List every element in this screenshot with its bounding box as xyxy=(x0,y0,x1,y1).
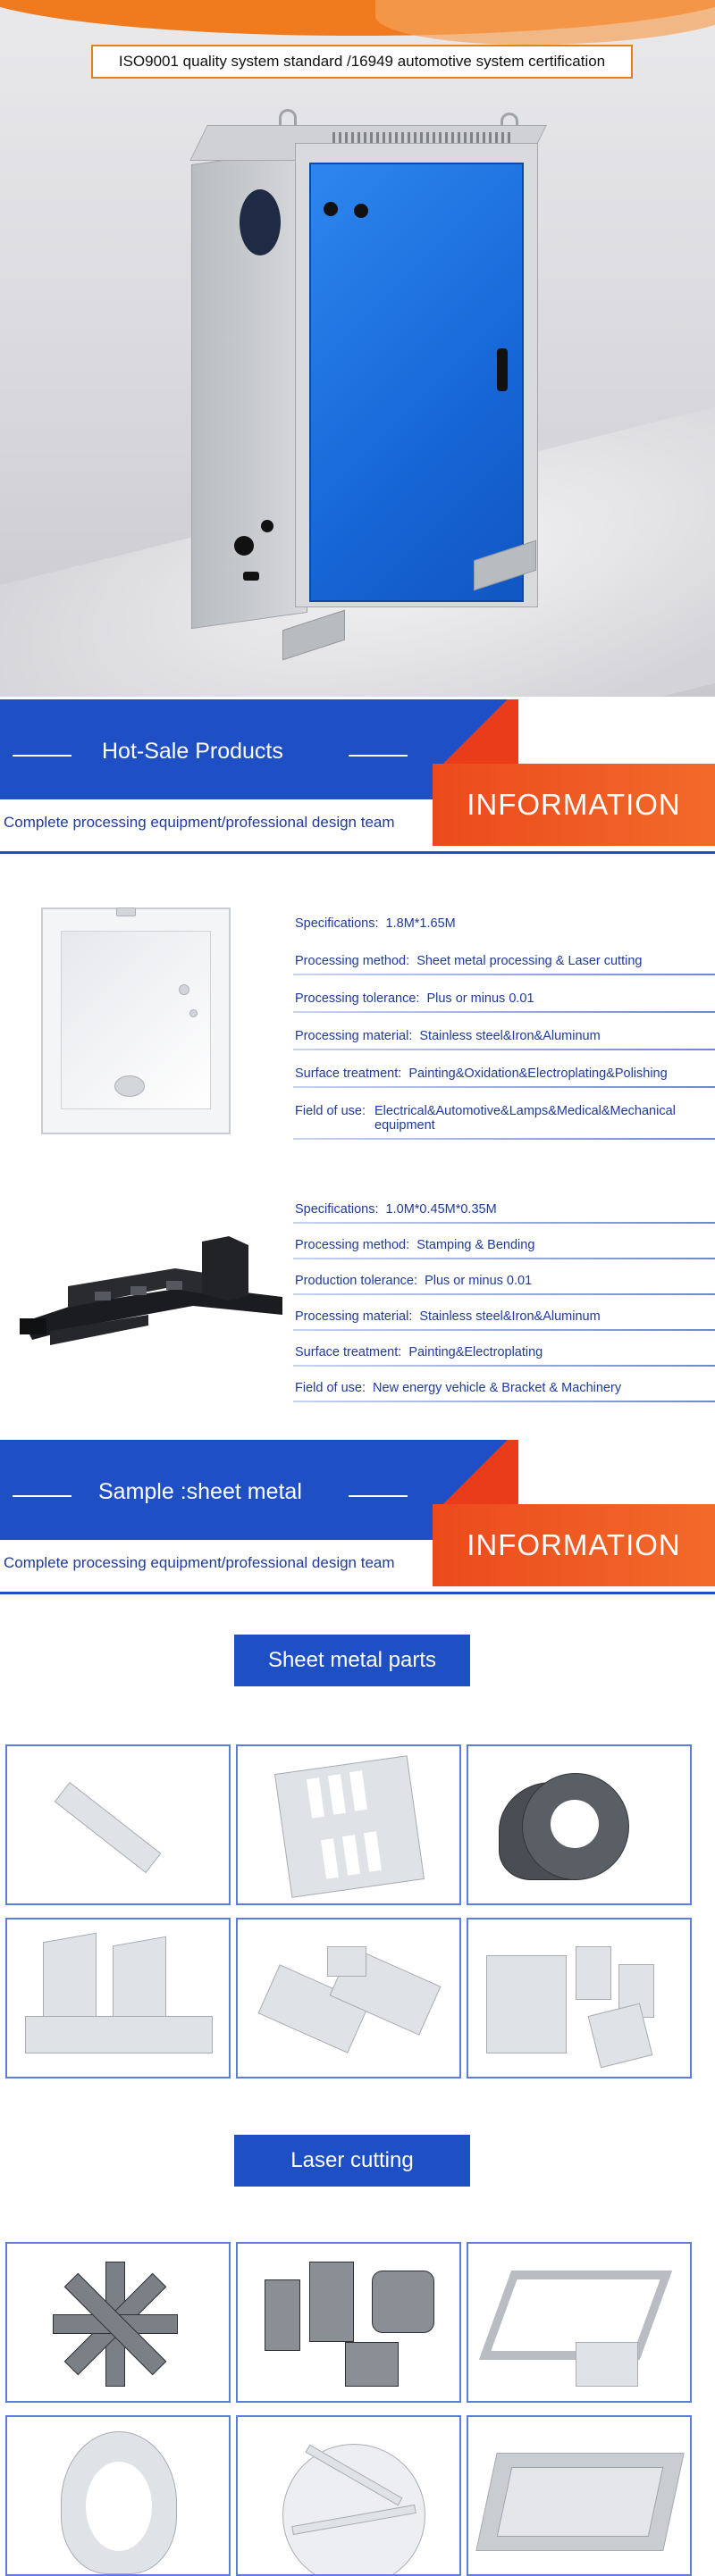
flat-strip-part xyxy=(55,1782,162,1873)
oval-ring-opening xyxy=(86,2462,152,2551)
side-hole xyxy=(261,520,273,532)
cut-part xyxy=(309,2262,354,2342)
lifting-ring xyxy=(279,109,297,125)
product1-spec-list xyxy=(293,911,715,1140)
banner-underline xyxy=(0,851,715,854)
door-handle xyxy=(497,348,508,391)
gallery-tile[interactable] xyxy=(467,2242,692,2403)
hot-sale-banner xyxy=(0,699,715,856)
spec-value: Painting&Oxidation&Electroplating&Polishing xyxy=(408,1066,668,1081)
spec-row xyxy=(293,1304,715,1331)
banner-red-corner xyxy=(433,1440,518,1504)
spec-label: Processing material: xyxy=(295,1029,413,1043)
cut-part xyxy=(372,2271,434,2333)
cabinet-foot xyxy=(282,610,345,661)
gallery-tile[interactable] xyxy=(467,1744,692,1905)
certification-label: ISO9001 quality system standard /16949 automotive system certification xyxy=(91,45,633,79)
spec-label: Field of use: xyxy=(295,1381,366,1395)
spec-label: Processing material: xyxy=(295,1309,413,1324)
spec-row xyxy=(293,1268,715,1295)
spec-row xyxy=(293,949,715,975)
spec-row xyxy=(293,1024,715,1050)
spec-row xyxy=(293,986,715,1013)
information-badge xyxy=(433,1504,715,1586)
gallery-tile[interactable] xyxy=(236,1744,461,1905)
spec-label: Surface treatment: xyxy=(295,1345,402,1359)
spec-row xyxy=(293,1061,715,1088)
enclosure-hole xyxy=(114,1075,145,1097)
gallery-tile[interactable] xyxy=(5,1744,231,1905)
gallery-tile[interactable] xyxy=(236,1918,461,2078)
spec-row xyxy=(293,911,715,938)
laser-cutting-heading: Laser cutting xyxy=(234,2135,470,2187)
spec-value: Plus or minus 0.01 xyxy=(426,991,534,1006)
spec-value: Plus or minus 0.01 xyxy=(425,1274,533,1288)
side-slot xyxy=(243,572,259,581)
spec-label: Field of use: xyxy=(295,1104,366,1118)
gallery-tile[interactable] xyxy=(5,1918,231,2078)
spec-row xyxy=(293,1197,715,1224)
banner-subtitle: Complete processing equipment/professional design team xyxy=(0,799,434,846)
information-badge xyxy=(433,764,715,846)
enclosure-hole xyxy=(189,1009,198,1017)
spec-label: Production tolerance: xyxy=(295,1274,418,1288)
information-badge-text: INFORMATION xyxy=(467,1528,681,1561)
product2-spec-list xyxy=(293,1197,715,1402)
frame-part xyxy=(576,2342,638,2387)
gallery-tile[interactable] xyxy=(236,2242,461,2403)
sheet-metal-parts-heading: Sheet metal parts xyxy=(234,1635,470,1686)
gallery-tile[interactable] xyxy=(5,2242,231,2403)
spec-value: Electrical&Automotive&Lamps&Medical&Mechanical equipment xyxy=(374,1104,676,1133)
spec-value: 1.0M*0.45M*0.35M xyxy=(385,1202,497,1217)
spec-row xyxy=(293,1233,715,1259)
gallery-tile[interactable] xyxy=(467,2415,692,2576)
banner-subtitle: Complete processing equipment/professional design team xyxy=(0,1540,434,1586)
banner-rule-left xyxy=(13,1495,72,1497)
hero-banner xyxy=(0,0,715,697)
gallery-tile[interactable] xyxy=(467,1918,692,2078)
spec-value: Stamping & Bending xyxy=(416,1238,535,1252)
spec-label: Processing method: xyxy=(295,954,410,968)
sample-banner xyxy=(0,1440,715,1596)
spec-row xyxy=(293,1340,715,1367)
banner-rule-left xyxy=(13,755,72,757)
door-hole xyxy=(324,202,338,216)
bracket-base-part xyxy=(25,2016,213,2053)
gasket-center xyxy=(551,1800,599,1848)
tray-inside xyxy=(497,2467,664,2537)
l-bracket-part xyxy=(576,1946,611,2000)
spec-label: Specifications: xyxy=(295,1202,379,1217)
spec-label: Processing tolerance: xyxy=(295,991,420,1006)
cut-part xyxy=(345,2342,399,2387)
spec-value: Sheet metal processing & Laser cutting xyxy=(416,954,643,968)
spec-label: Processing method: xyxy=(295,1238,410,1252)
spec-value: New energy vehicle & Bracket & Machinery xyxy=(373,1381,622,1395)
enclosure-hole xyxy=(179,984,189,995)
door-hole xyxy=(354,204,368,218)
spec-row xyxy=(293,1099,715,1140)
spec-value: 1.8M*1.65M xyxy=(385,916,456,931)
gallery-tile[interactable] xyxy=(236,2415,461,2576)
banner-underline xyxy=(0,1592,715,1594)
gallery-tile[interactable] xyxy=(5,2415,231,2576)
banner-rule-right xyxy=(349,755,408,757)
cabinet-door xyxy=(309,163,524,602)
cut-part xyxy=(265,2279,300,2351)
spec-label: Surface treatment: xyxy=(295,1066,402,1081)
spec-value: Painting&Electroplating xyxy=(408,1345,543,1359)
cabinet-image xyxy=(0,0,715,697)
cabinet-side-opening xyxy=(240,189,281,255)
spec-value: Stainless steel&Iron&Aluminum xyxy=(419,1309,601,1324)
information-badge-text: INFORMATION xyxy=(467,788,681,821)
banner-red-corner xyxy=(433,699,518,764)
side-hole xyxy=(234,536,254,556)
enclosure-tab xyxy=(116,907,136,916)
banner-title: Sample :sheet metal xyxy=(98,1479,302,1504)
angle-bracket-flange xyxy=(327,1946,366,1977)
spec-row xyxy=(293,1376,715,1402)
l-bracket-part xyxy=(486,1955,567,2053)
spec-label: Specifications: xyxy=(295,916,379,931)
banner-rule-right xyxy=(349,1495,408,1497)
product-bracket-image xyxy=(14,1233,293,1367)
banner-title: Hot-Sale Products xyxy=(102,739,283,764)
spec-value: Stainless steel&Iron&Aluminum xyxy=(419,1029,601,1043)
